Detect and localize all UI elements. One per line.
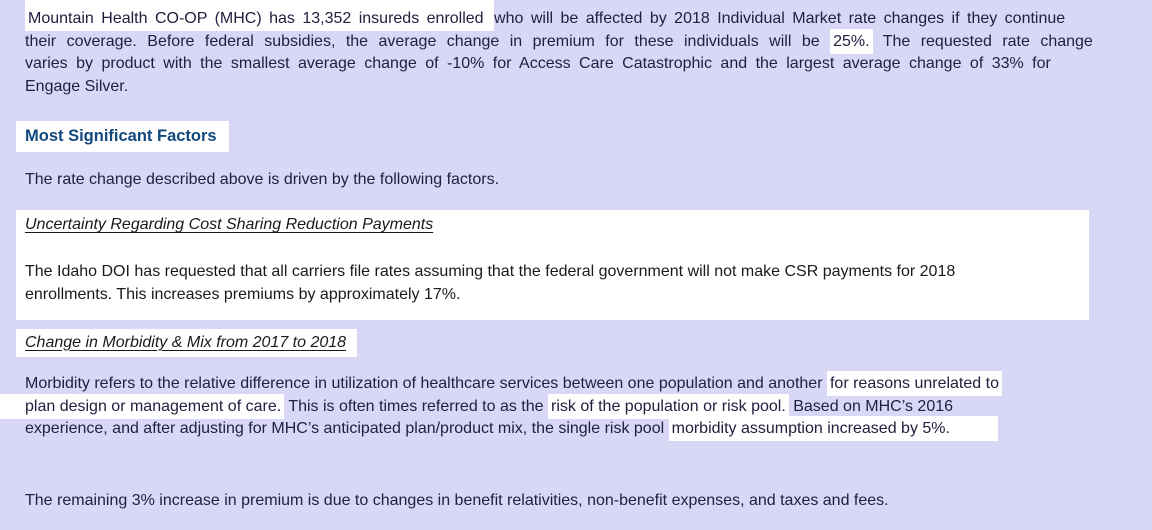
text-run: This is often times referred to as the	[284, 397, 548, 415]
text-run: experience, and after adjusting for MHC’s anticipated plan/product mix, the single risk pool	[25, 420, 669, 437]
highlighted-text-run: morbidity assumption increased by 5%.	[669, 416, 998, 441]
intro-paragraph	[25, 8, 1135, 98]
csr-subheading: Uncertainty Regarding Cost Sharing Reduction Payments	[25, 216, 434, 233]
highlighted-text-run: 25%.	[830, 29, 872, 54]
section-heading-most-significant-factors: Most Significant Factors	[25, 127, 217, 146]
text-run: varies by product with the smallest average change of -10% for Access Care Catastrophic and the largest average change of 33% for	[25, 55, 1051, 72]
highlighted-text-run: for reasons unrelated to	[827, 371, 1002, 396]
text-line	[25, 418, 1002, 441]
text-line	[25, 373, 1002, 396]
text-run: their coverage. Before federal subsidies, the average change in premium for these individuals will be	[25, 32, 831, 50]
factors-intro-text: The rate change described above is driven by the following factors.	[25, 171, 500, 188]
highlighted-text-run: risk of the population or risk pool.	[548, 394, 789, 419]
text-run: The Idaho DOI has requested that all carriers file rates assuming that the federal government will not make CSR payments for 2018	[25, 263, 956, 280]
morbidity-subheading: Change in Morbidity & Mix from 2017 to 2018	[25, 333, 347, 351]
text-run: enrollments. This increases premiums by approximately 17%.	[25, 285, 461, 303]
text-line	[25, 396, 1002, 419]
text-line	[25, 8, 1135, 31]
factors-heading-highlight	[16, 121, 229, 152]
csr-paragraph	[25, 261, 955, 306]
text-line	[25, 31, 1135, 54]
highlighted-text-run: Mountain Health CO-OP (MHC) has 13,352 insureds enrolled	[25, 0, 494, 31]
morbidity-heading-highlight	[16, 329, 357, 357]
highlighted-text-run: plan design or management of care.	[0, 394, 284, 419]
text-run: who will be affected by 2018 Individual Market rate changes if they continue	[494, 10, 1066, 27]
text-run: Morbidity refers to the relative difference in utilization of healthcare services between one population and another	[25, 375, 827, 392]
closing-paragraph: The remaining 3% increase in premium is due to changes in benefit relativities, non-benefit expenses, and taxes and fees.	[25, 492, 889, 509]
text-line	[25, 261, 955, 284]
morbidity-paragraph	[25, 373, 1002, 441]
csr-section-block	[16, 210, 1089, 320]
text-line	[25, 53, 1135, 76]
text-line	[25, 284, 955, 307]
text-run: Engage Silver.	[25, 77, 129, 95]
text-line	[25, 76, 1135, 99]
text-run: Based on MHC’s 2016	[788, 397, 954, 415]
text-run: The requested rate change	[872, 32, 1093, 50]
